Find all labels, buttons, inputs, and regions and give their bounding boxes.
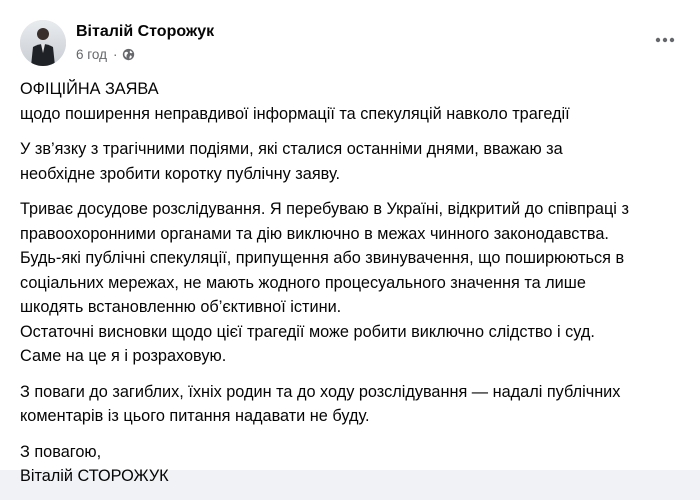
post-text-line: необхідне зробити коротку публічну заяву. — [20, 164, 340, 183]
post-text-line: соціальних мережах, не мають жодного процесуального значення та лише — [20, 273, 586, 292]
post-text-line: ОФІЦІЙНА ЗАЯВА — [20, 80, 159, 98]
avatar[interactable] — [20, 20, 66, 66]
post-paragraph — [20, 197, 684, 369]
post-text-line: Остаточні висновки щодо цієї трагедії може робити виключно слідство і суд. — [20, 322, 595, 341]
post-text-line: З повагою, — [20, 442, 102, 461]
post-meta — [76, 47, 135, 62]
post-paragraph — [20, 380, 684, 429]
post-text-line: Триває досудове розслідування. Я перебуваю в Україні, відкритий до співпраці з — [20, 200, 629, 218]
globe-icon — [122, 48, 135, 61]
author-name[interactable]: Віталій Сторожук — [76, 23, 215, 40]
post-text-line: коментарів із цього питання надавати не буду. — [20, 407, 370, 425]
post-text-line: правоохоронними органами та дію виключно в межах чинного законодавства. — [20, 224, 609, 243]
meta-separator: · — [112, 47, 118, 62]
post-text-line: щодо поширення неправдивої інформації та спекуляцій навколо трагедії — [20, 104, 570, 123]
post-text-line: Віталій СТОРОЖУК — [20, 467, 169, 485]
post-text-line: З поваги до загиблих, їхніх родин та до ходу розслідування — надалі публічних — [20, 382, 621, 401]
post-paragraph — [20, 77, 684, 126]
post-paragraph — [20, 440, 684, 489]
post-body — [20, 77, 684, 500]
post-text-line: Будь-які публічні спекуляції, припущення або звинувачення, що поширюються в — [20, 249, 625, 267]
post-header — [20, 20, 680, 68]
post-text-line: шкодять встановленню об’єктивної істини. — [20, 298, 342, 316]
more-options-icon — [655, 37, 675, 43]
post-paragraph — [20, 137, 684, 186]
more-options-button[interactable] — [650, 30, 680, 50]
post-time[interactable]: 6 год — [76, 47, 107, 62]
post-text-line: У зв’язку з трагічними подіями, які сталися останніми днями, вважаю за — [20, 140, 563, 158]
avatar-photo-icon — [20, 20, 66, 66]
post-text-line: Саме на це я і розраховую. — [20, 347, 227, 365]
